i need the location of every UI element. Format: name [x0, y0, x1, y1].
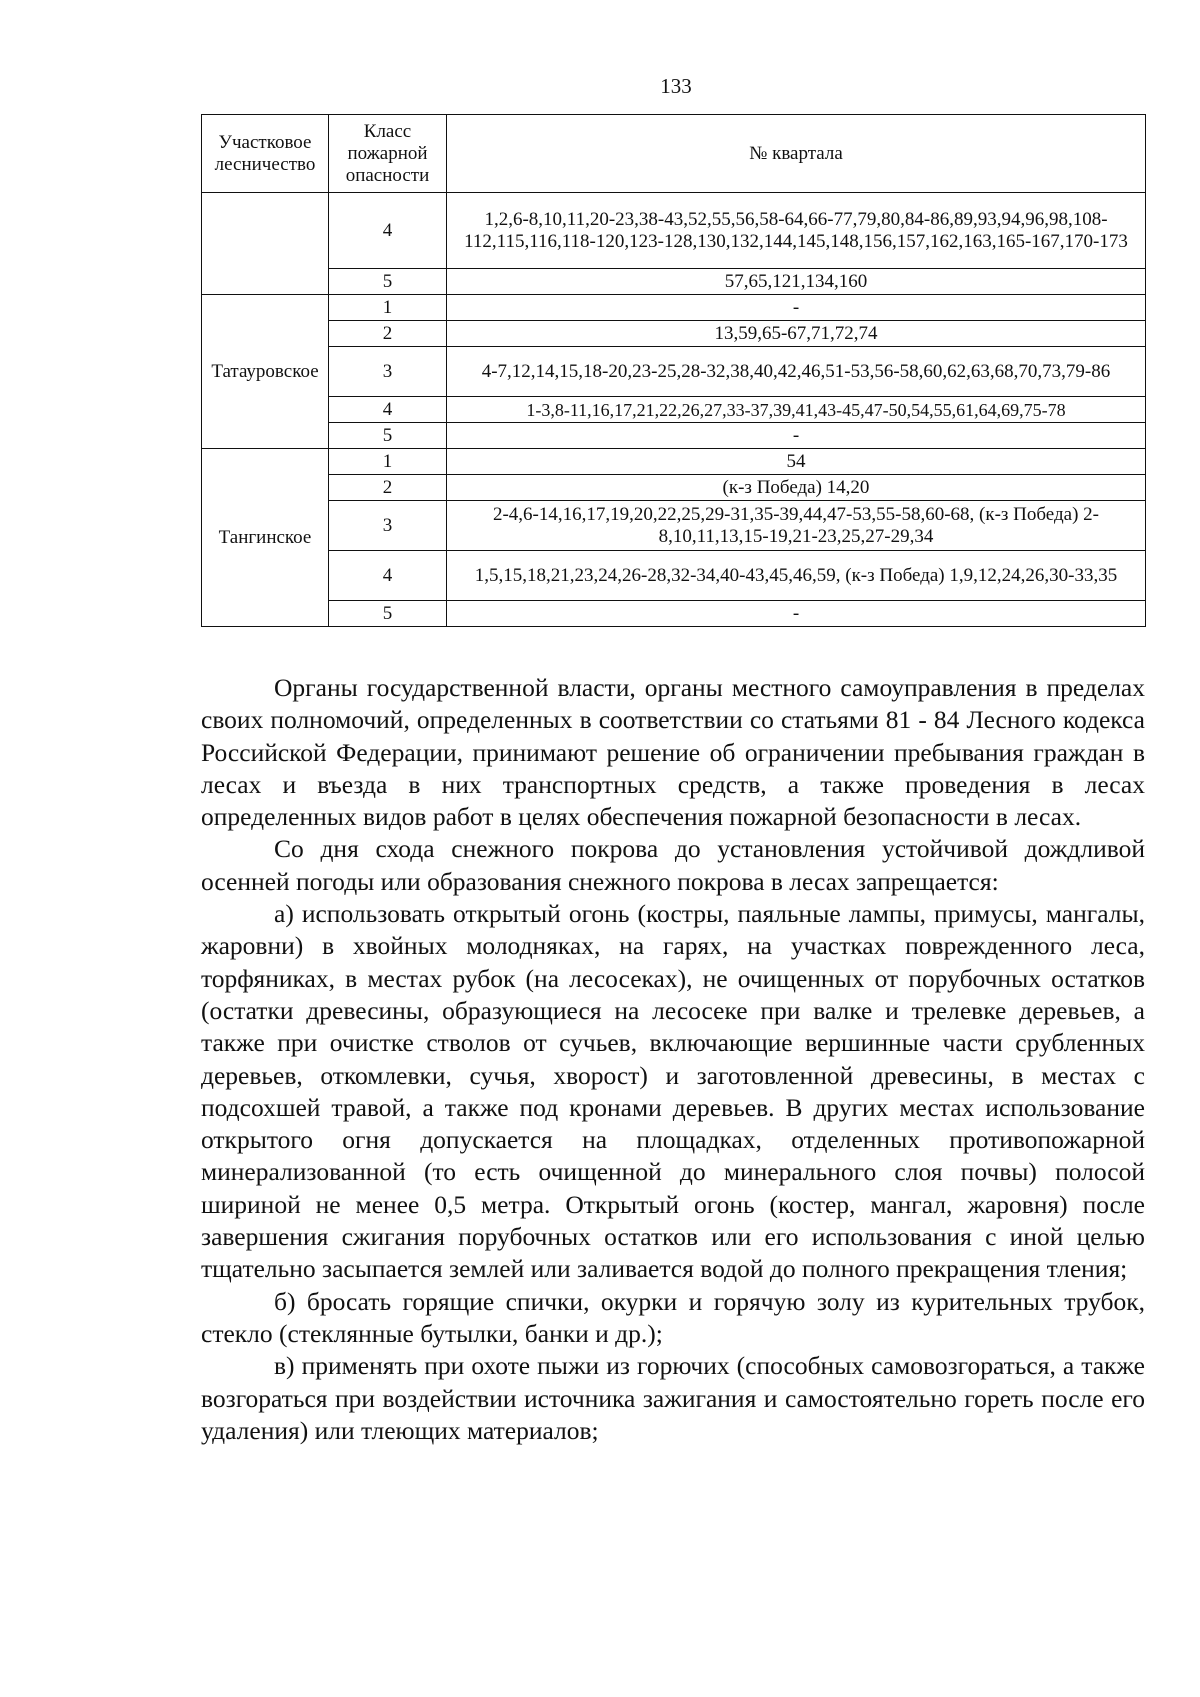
class-cell: 4: [329, 551, 447, 601]
class-cell: 2: [329, 321, 447, 347]
class-cell: 5: [329, 269, 447, 295]
fire-danger-table: [201, 114, 1146, 627]
paragraph-item-a: а) использовать открытый огонь (костры, паяльные лампы, примусы, мангалы, жаровни) в хвойных молодняках, на гарях, на участках поврежденного леса, торфяниках, в местах рубок (на лесосеках), не очищенных от порубочных остатков (остатки древесины, образующиеся на лесосеке при валке и трелевке деревьев, а также при очистке стволов от сучьев, включающие вершинные части срубленных деревьев, откомлевки, сучья, хворост) и заготовленной древесины, в местах с подсохшей травой, а также под кронами деревьев. В других местах использование открытого огня допускается на площадках, отделенных противопожарной минерализованной (то есть очищенной до минерального слоя почвы) полосой шириной не менее 0,5 метра. Открытый огонь (костер, мангал, жаровня) после завершения сжигания порубочных остатков или его использования с иной целью тщательно засыпается землей или заливается водой до полного прекращения тления;: [201, 899, 1145, 1284]
paragraph-item-b: б) бросать горящие спички, окурки и горячую золу из курительных трубок, стекло (стеклянные бутылки, банки и др.);: [201, 1286, 1145, 1348]
class-cell: 5: [329, 423, 447, 449]
table-row: [202, 321, 1146, 347]
table-row: [202, 347, 1146, 397]
table-row: [202, 397, 1146, 423]
forestry-cell: Татауровское: [202, 295, 329, 449]
page-number: 133: [660, 74, 692, 98]
body-text: [201, 672, 1145, 1447]
table-row: [202, 269, 1146, 295]
quarters-cell: (к-з Победа) 14,20: [447, 475, 1146, 501]
table-row: [202, 449, 1146, 475]
paragraph-authorities: Органы государственной власти, органы местного самоуправления в пределах своих полномочий, определенных в соответствии со статьями 81 - 84 Лесного кодекса Российской Федерации, принимают решение об ограничении пребывания граждан в лесах и въезда в них транспортных средств, а также проведения в лесах определенных видов работ в целях обеспечения пожарной безопасности в лесах.: [201, 673, 1145, 832]
quarters-cell: 1,5,15,18,21,23,24,26-28,32-34,40-43,45,46,59, (к-з Победа) 1,9,12,24,26,30-33,35: [447, 551, 1146, 601]
class-cell: 5: [329, 601, 447, 627]
table-row: [202, 551, 1146, 601]
table-row: [202, 501, 1146, 551]
header-quarter-number: № квартала: [447, 115, 1146, 193]
class-cell: 3: [329, 501, 447, 551]
forestry-cell: [202, 193, 329, 295]
quarters-cell: 54: [447, 449, 1146, 475]
forestry-cell: Тангинское: [202, 449, 329, 627]
paragraph-prohibition-intro: Со дня схода снежного покрова до установления устойчивой дождливой осенней погоды или образования снежного покрова в лесах запрещается:: [201, 834, 1145, 896]
quarters-cell: 13,59,65-67,71,72,74: [447, 321, 1146, 347]
class-cell: 2: [329, 475, 447, 501]
table-row: [202, 423, 1146, 449]
quarters-cell: 1-3,8-11,16,17,21,22,26,27,33-37,39,41,43-45,47-50,54,55,61,64,69,75-78: [447, 397, 1146, 423]
table-header-row: [202, 115, 1146, 193]
class-cell: 1: [329, 449, 447, 475]
quarters-cell: 2-4,6-14,16,17,19,20,22,25,29-31,35-39,44,47-53,55-58,60-68, (к-з Победа) 2-8,10,11,13,15-19,21-23,25,27-29,34: [447, 501, 1146, 551]
quarters-cell: 1,2,6-8,10,11,20-23,38-43,52,55,56,58-64,66-77,79,80,84-86,89,93,94,96,98,108-112,115,116,118-120,123-128,130,132,144,145,148,156,157,162,163,165-167,170-173: [447, 193, 1146, 269]
class-cell: 3: [329, 347, 447, 397]
table-row: [202, 193, 1146, 269]
table-row: [202, 295, 1146, 321]
header-forestry: Участковое лесничество: [202, 115, 329, 193]
quarters-cell: 57,65,121,134,160: [447, 269, 1146, 295]
quarters-cell: 4-7,12,14,15,18-20,23-25,28-32,38,40,42,46,51-53,56-58,60,62,63,68,70,73,79-86: [447, 347, 1146, 397]
class-cell: 1: [329, 295, 447, 321]
class-cell: 4: [329, 193, 447, 269]
quarters-cell: -: [447, 423, 1146, 449]
paragraph-item-v: в) применять при охоте пыжи из горючих (способных самовозгораться, а также возгораться при воздействии источника зажигания и самостоятельно гореть после его удаления) или тлеющих материалов;: [201, 1351, 1145, 1445]
quarters-cell: -: [447, 295, 1146, 321]
header-fire-class: Класс пожарной опасности: [329, 115, 447, 193]
quarters-cell: -: [447, 601, 1146, 627]
table-row: [202, 475, 1146, 501]
class-cell: 4: [329, 397, 447, 423]
table-row: [202, 601, 1146, 627]
